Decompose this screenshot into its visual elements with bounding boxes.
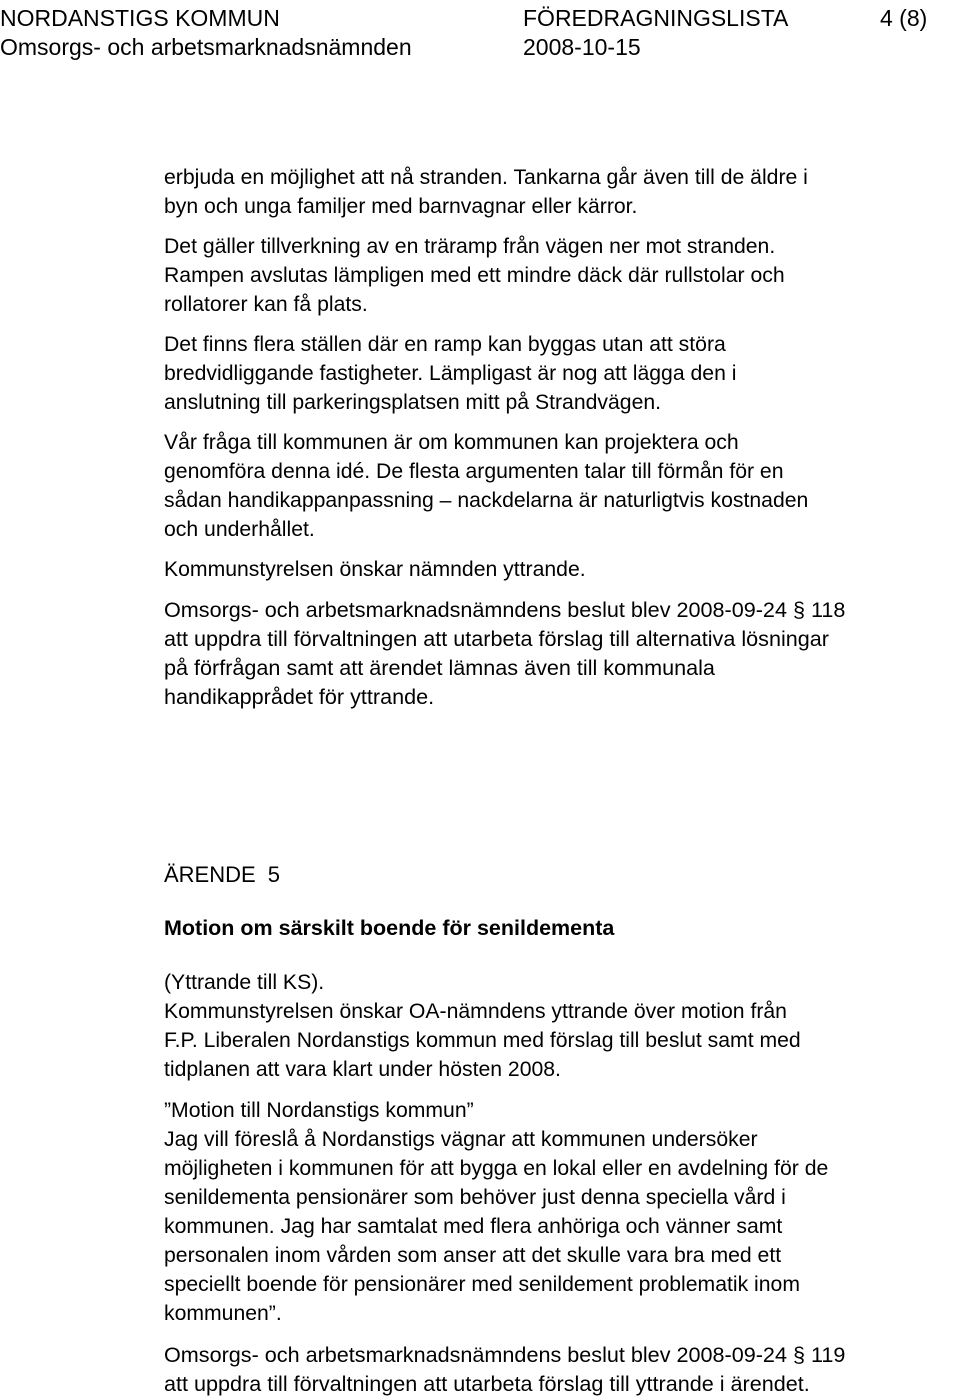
paragraph [164, 555, 959, 584]
text-line: senildementa pensionärer som behöver just denna speciella vård i [164, 1186, 786, 1209]
text-line: anslutning till parkeringsplatsen mitt på Strandvägen. [164, 391, 662, 414]
text-line: ”Motion till Nordanstigs kommun” [164, 1099, 474, 1122]
text-line: på förfrågan samt att ärendet lämnas även till kommunala [164, 655, 715, 680]
decision-paragraph [164, 595, 959, 711]
case-text [164, 968, 959, 1398]
case-number: 5 [267, 862, 280, 887]
text-line: att uppdra till förvaltningen att utarbeta förslag till yttrande i ärendet. [164, 1371, 810, 1396]
text-line: genomföra denna idé. De flesta argumenten talar till förmån för en [164, 460, 784, 483]
paragraph [164, 428, 959, 544]
text-line: rollatorer kan få plats. [164, 293, 368, 316]
text-line: Kommunstyrelsen önskar nämnden yttrande. [164, 558, 586, 581]
case-heading: Motion om särskilt boende för senildementa [164, 916, 615, 940]
text-line: kommunen”. [164, 1302, 282, 1325]
text-line: tidplanen att vara klart under hösten 2008. [164, 1058, 561, 1081]
text-line: byn och unga familjer med barnvagnar eller kärror. [164, 195, 638, 218]
text-line: Omsorgs- och arbetsmarknadsnämndens beslut blev 2008-09-24 § 119 [164, 1342, 846, 1367]
paragraph [164, 968, 959, 1084]
text-line: Det finns flera ställen där en ramp kan byggas utan att störa [164, 333, 726, 356]
case-number-title [164, 860, 280, 889]
case-label: ÄRENDE [164, 862, 256, 887]
text-line: (Yttrande till KS). [164, 971, 325, 994]
text-line: sådan handikappanpassning – nackdelarna är naturligtvis kostnaden [164, 489, 809, 512]
text-line: speciellt boende för pensionärer med senildement problematik inom [164, 1273, 800, 1296]
motion-quote [164, 1096, 959, 1328]
board-name: Omsorgs- och arbetsmarknadsnämnden [0, 34, 412, 60]
page-number: 4 (8) [880, 5, 928, 31]
document-type: FÖREDRAGNINGSLISTA [523, 5, 789, 31]
text-line: F.P. Liberalen Nordanstigs kommun med förslag till beslut samt med [164, 1029, 801, 1052]
text-line: att uppdra till förvaltningen att utarbeta förslag till alternativa lösningar [164, 626, 829, 651]
text-line: kommunen. Jag har samtalat med flera anhöriga och vänner samt [164, 1215, 783, 1238]
text-line: Kommunstyrelsen önskar OA-nämndens yttrande över motion från [164, 1000, 787, 1023]
paragraph [164, 330, 959, 417]
text-line: personalen inom vården som anser att det skulle vara bra med ett [164, 1244, 782, 1267]
text-line: bredvidliggande fastigheter. Lämpligast är nog att lägga den i [164, 362, 737, 385]
text-line: Det gäller tillverkning av en träramp från vägen ner mot stranden. [164, 235, 776, 258]
paragraph [164, 232, 959, 319]
text-line: handikapprådet för yttrande. [164, 684, 435, 709]
text-line: möjligheten i kommunen för att bygga en lokal eller en avdelning för de [164, 1157, 829, 1180]
paragraph [164, 163, 959, 221]
meeting-date: 2008-10-15 [523, 34, 641, 60]
page-header [0, 4, 960, 62]
organization-name: NORDANSTIGS KOMMUN [0, 5, 280, 31]
text-line: erbjuda en möjlighet att nå stranden. Tankarna går även till de äldre i [164, 166, 808, 189]
text-line: Rampen avslutas lämpligen med ett mindre däck där rullstolar och [164, 264, 785, 287]
text-line: och underhållet. [164, 518, 315, 541]
decision-paragraph [164, 1340, 959, 1398]
text-line: Vår fråga till kommunen är om kommunen kan projektera och [164, 431, 739, 454]
text-line: Omsorgs- och arbetsmarknadsnämndens beslut blev 2008-09-24 § 118 [164, 597, 846, 622]
text-line: Jag vill föreslå å Nordanstigs vägnar att kommunen undersöker [164, 1128, 758, 1151]
previous-case-text [164, 163, 959, 711]
